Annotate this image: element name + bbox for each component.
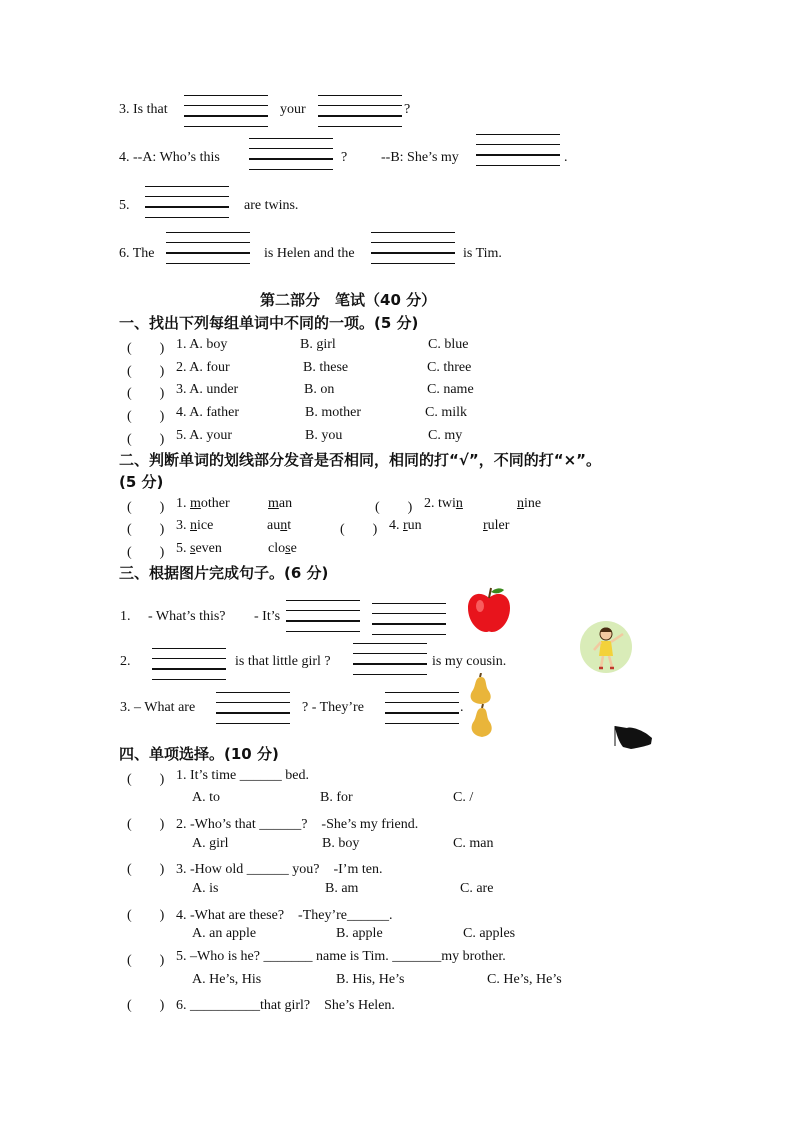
word-pair-3b: aunt xyxy=(267,518,292,533)
option-c: C. my xyxy=(428,428,463,443)
s3-q2-a: is that little girl ? xyxy=(235,654,331,669)
q6-b: is Helen and the xyxy=(264,246,355,261)
writing-grid[interactable] xyxy=(476,134,560,166)
writing-grid[interactable] xyxy=(318,95,402,127)
q5-rest: are twins. xyxy=(244,198,299,213)
q3-text: 3. Is that xyxy=(119,102,168,117)
mc-option-b: B. apple xyxy=(336,926,383,941)
girl-image xyxy=(579,620,633,674)
option-c: C. name xyxy=(427,382,474,397)
mc-option-c: C. He’s, He’s xyxy=(487,972,562,987)
option-c: C. three xyxy=(427,360,472,375)
word-pair-5a: 5. seven xyxy=(176,541,222,556)
s3-q2-b: is my cousin. xyxy=(432,654,507,669)
option-b: B. these xyxy=(303,360,349,375)
pears-image xyxy=(466,673,496,739)
writing-grid[interactable] xyxy=(353,643,427,675)
q4-q: ? xyxy=(341,150,348,165)
mc-question: 5. –Who is he? _______ name is Tim. _______my brother. xyxy=(176,949,506,964)
q4-a: 4. --A: Who’s this xyxy=(119,150,220,165)
mc-question: 2. -Who’s that ______? -She’s my friend. xyxy=(176,817,419,832)
answer-paren[interactable]: ( ) xyxy=(127,364,165,379)
word-pair-5b: close xyxy=(268,541,297,556)
s3-q3-a: 3. – What are xyxy=(120,700,196,715)
section2-heading-score: (5 分) xyxy=(119,473,164,491)
word-pair-2b: nine xyxy=(517,496,542,511)
writing-grid[interactable] xyxy=(372,603,446,635)
option-c: C. blue xyxy=(428,337,469,352)
option-a: 1. A. boy xyxy=(176,337,228,352)
mc-option-c: C. / xyxy=(453,790,474,805)
answer-paren[interactable]: ( ) xyxy=(127,386,165,401)
answer-paren[interactable]: ( ) xyxy=(127,998,165,1013)
pointing-hand-icon xyxy=(613,722,653,752)
s3-q1-a: - What’s this? xyxy=(148,609,226,624)
writing-grid[interactable] xyxy=(166,232,250,264)
option-a: 2. A. four xyxy=(176,360,230,375)
s3-q3-end: . xyxy=(460,700,464,715)
q3-mid: your xyxy=(280,102,306,117)
mc-question: 4. -What are these? -They’re______. xyxy=(176,908,393,923)
writing-grid[interactable] xyxy=(371,232,455,264)
section4-heading: 四、单项选择。(10 分) xyxy=(119,745,279,763)
mc-option-a: A. is xyxy=(192,881,219,896)
answer-paren[interactable]: ( ) xyxy=(127,817,165,832)
s3-q1-num: 1. xyxy=(120,609,131,624)
section1-heading: 一、找出下列每组单词中不同的一项。(5 分) xyxy=(119,314,419,332)
mc-option-b: B. His, He’s xyxy=(336,972,405,987)
option-b: B. you xyxy=(305,428,343,443)
answer-paren[interactable]: ( ) xyxy=(127,953,165,968)
answer-paren[interactable]: ( ) xyxy=(127,500,165,515)
section3-heading: 三、根据图片完成句子。(6 分) xyxy=(119,564,329,582)
writing-grid[interactable] xyxy=(152,648,226,680)
writing-grid[interactable] xyxy=(184,95,268,127)
q6-a: 6. The xyxy=(119,246,155,261)
writing-grid[interactable] xyxy=(145,186,229,218)
mc-option-b: B. am xyxy=(325,881,359,896)
word-pair-1a: 1. mother xyxy=(176,496,230,511)
q3-end: ? xyxy=(404,102,411,117)
q4-end: . xyxy=(564,150,568,165)
answer-paren[interactable]: ( ) xyxy=(127,432,165,447)
s3-q1-b: - It’s xyxy=(254,609,281,624)
mc-question: 6. __________that girl? She’s Helen. xyxy=(176,998,395,1013)
option-c: C. milk xyxy=(425,405,468,420)
mc-question: 1. It’s time ______ bed. xyxy=(176,768,309,783)
word-pair-4b: ruler xyxy=(483,518,510,533)
answer-paren[interactable]: ( ) xyxy=(127,341,165,356)
section2-heading: 二、判断单词的划线部分发音是否相同，相同的打“√”，不同的打“×”。 xyxy=(119,451,602,469)
word-pair-3a: 3. nice xyxy=(176,518,214,533)
answer-paren[interactable]: ( ) xyxy=(127,862,165,877)
answer-paren[interactable]: ( ) xyxy=(375,500,413,515)
answer-paren[interactable]: ( ) xyxy=(127,772,165,787)
word-pair-4a: 4. run xyxy=(389,518,422,533)
option-b: B. on xyxy=(304,382,335,397)
mc-option-a: A. to xyxy=(192,790,220,805)
writing-grid[interactable] xyxy=(286,600,360,632)
answer-paren[interactable]: ( ) xyxy=(127,522,165,537)
mc-option-c: C. apples xyxy=(463,926,516,941)
word-pair-2a: 2. twin xyxy=(424,496,463,511)
option-a: 3. A. under xyxy=(176,382,239,397)
answer-paren[interactable]: ( ) xyxy=(340,522,378,537)
word-pair-1b: man xyxy=(268,496,293,511)
writing-grid[interactable] xyxy=(249,138,333,170)
apple-image xyxy=(466,586,512,634)
option-a: 5. A. your xyxy=(176,428,232,443)
q4-b: --B: She’s my xyxy=(381,150,459,165)
option-b: B. mother xyxy=(305,405,361,420)
mc-option-b: B. boy xyxy=(322,836,360,851)
s3-q3-b: ? - They’re xyxy=(302,700,364,715)
mc-option-c: C. are xyxy=(460,881,494,896)
q5-num: 5. xyxy=(119,198,130,213)
answer-paren[interactable]: ( ) xyxy=(127,545,165,560)
option-a: 4. A. father xyxy=(176,405,239,420)
mc-option-a: A. an apple xyxy=(192,926,257,941)
mc-option-a: A. girl xyxy=(192,836,229,851)
s3-q2-num: 2. xyxy=(120,654,131,669)
answer-paren[interactable]: ( ) xyxy=(127,908,165,923)
q6-c: is Tim. xyxy=(463,246,502,261)
mc-option-a: A. He’s, His xyxy=(192,972,262,987)
writing-grid[interactable] xyxy=(385,692,459,724)
answer-paren[interactable]: ( ) xyxy=(127,409,165,424)
part2-title: 第二部分 笔试（40 分） xyxy=(260,291,437,309)
mc-question: 3. -How old ______ you? -I’m ten. xyxy=(176,862,383,877)
writing-grid[interactable] xyxy=(216,692,290,724)
mc-option-b: B. for xyxy=(320,790,353,805)
option-b: B. girl xyxy=(300,337,336,352)
mc-option-c: C. man xyxy=(453,836,494,851)
